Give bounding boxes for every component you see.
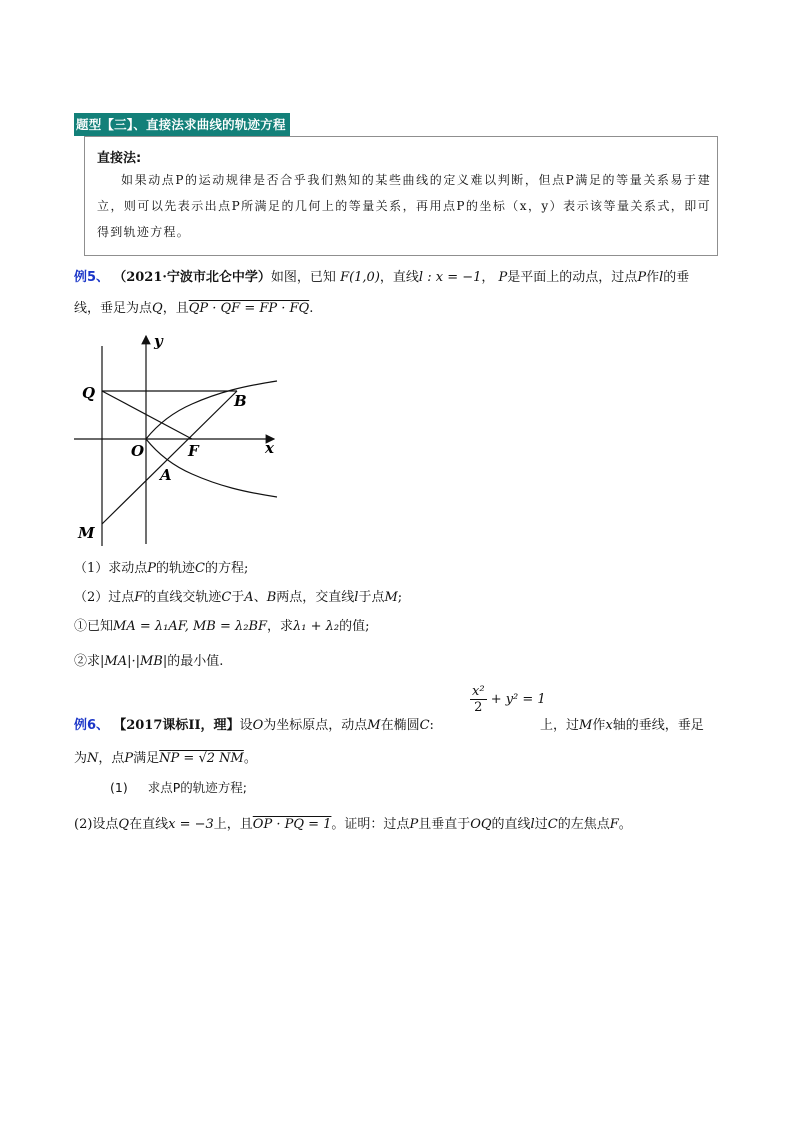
- method-body: 如果动点P的运动规律是否合乎我们熟知的某些曲线的定义难以判断，但点P满足的等量关系易于建立，则可以先表示出点P所满足的几何上的等量关系，再用点P的坐标（x，y）表示该等量关系式，即可得到轨迹方程。: [97, 173, 711, 239]
- label-a: A: [160, 466, 172, 484]
- text: ，点: [98, 751, 125, 766]
- text: (2)设点: [74, 817, 119, 832]
- vector-equation: QP · QF = FP · FQ: [188, 301, 310, 316]
- text: 上，过: [540, 718, 580, 733]
- text: ，直线: [379, 270, 419, 285]
- vector-relation: MA = λ₁AF, MB = λ₂BF: [113, 619, 268, 634]
- text: 的最小值.: [167, 654, 224, 669]
- var-b: B: [266, 590, 277, 605]
- vector-equation-np: NP = √2 NM: [159, 751, 244, 766]
- abs-product: |MA|·|MB|: [100, 654, 168, 669]
- text: 的方程;: [205, 561, 249, 576]
- example5-q1: [74, 557, 248, 576]
- text: 在椭圆: [380, 718, 420, 733]
- label-x: x: [265, 439, 274, 457]
- text: 轴的垂线，垂足: [612, 718, 704, 733]
- var-m: M: [367, 718, 381, 733]
- text: 。: [618, 817, 632, 832]
- example5-source: （2021·宁波市北仑中学）: [113, 270, 271, 285]
- fraction-denominator: 2: [474, 700, 483, 715]
- line-x-eq: x = −3: [168, 817, 214, 832]
- var-p: P: [124, 751, 134, 766]
- method-box: [84, 136, 718, 256]
- text: ②求: [74, 654, 101, 669]
- var-x: x: [605, 718, 613, 733]
- line-eq: l : x = −1: [418, 270, 482, 285]
- var-a: A: [244, 590, 254, 605]
- var-l: l: [354, 590, 359, 605]
- text: ，: [481, 270, 495, 285]
- text: 满足: [133, 751, 160, 766]
- example6-source: 【2017课标II，理】: [113, 718, 240, 733]
- text: 上，且: [213, 817, 253, 832]
- text: 过: [534, 817, 548, 832]
- text: ，且: [162, 301, 189, 316]
- text: 是平面上的动点，过点: [507, 270, 638, 285]
- question-number: (1): [110, 780, 128, 795]
- text: 作: [592, 718, 606, 733]
- var-l: l: [659, 270, 664, 285]
- example6-line1: [74, 714, 434, 733]
- question-text: 求点P的轨迹方程;: [147, 780, 247, 795]
- label-m: M: [78, 524, 95, 542]
- label-f: F: [188, 442, 199, 460]
- label-y: y: [154, 334, 163, 350]
- text: 作: [646, 270, 660, 285]
- text: 。: [243, 751, 257, 766]
- segment-qf: [102, 391, 192, 439]
- var-oq: OQ: [470, 817, 492, 832]
- var-p: P: [409, 817, 419, 832]
- text: :: [429, 718, 434, 733]
- var-c: C: [221, 590, 232, 605]
- example6-q1: [110, 778, 247, 796]
- text: 的值;: [339, 619, 370, 634]
- text: 的直线交轨迹: [143, 590, 222, 605]
- example6-line1-tail: [540, 714, 704, 733]
- text: 线，垂足为点: [74, 301, 153, 316]
- var-c: C: [195, 561, 205, 576]
- ellipse-fraction: [470, 684, 487, 715]
- var-l: l: [530, 817, 535, 832]
- text: （1）求动点: [74, 561, 148, 576]
- var-m: M: [579, 718, 593, 733]
- fraction-numerator: x²: [472, 684, 485, 699]
- section-heading: 题型【三】、直接法求曲线的轨迹方程: [74, 113, 290, 136]
- var-p: P: [147, 561, 157, 576]
- f-point: F(1,0): [340, 270, 380, 285]
- text: 的垂: [663, 270, 690, 285]
- text: ;: [397, 590, 403, 605]
- var-m: M: [384, 590, 398, 605]
- text: 为坐标原点，动点: [263, 718, 368, 733]
- var-c: C: [419, 718, 430, 733]
- lambda-sum: λ₁ + λ₂: [293, 619, 340, 634]
- ellipse-equation: [470, 684, 546, 715]
- method-title: 直接法:: [97, 151, 142, 166]
- text: 且垂直于: [418, 817, 471, 832]
- text: 、: [253, 590, 267, 605]
- text: （2）过点: [74, 590, 135, 605]
- example6-line2: [74, 747, 257, 766]
- ellipse-rest: + y² = 1: [490, 692, 546, 707]
- parabola-figure: [74, 334, 294, 549]
- var-n: N: [87, 751, 99, 766]
- text: 。证明：过点: [331, 817, 410, 832]
- text: 于: [231, 590, 245, 605]
- var-q: Q: [118, 817, 130, 832]
- var-q: Q: [152, 301, 163, 316]
- var-f: F: [609, 817, 619, 832]
- label-o: O: [131, 442, 145, 460]
- text: 于点: [358, 590, 385, 605]
- example6-q2: [74, 813, 632, 832]
- var-p: P: [637, 270, 647, 285]
- text: 的左焦点: [557, 817, 610, 832]
- label-b: B: [234, 392, 247, 410]
- example5-line1: [74, 266, 689, 285]
- example5-q2-2: [74, 650, 223, 669]
- example5-q2: [74, 586, 402, 605]
- text: 在直线: [129, 817, 169, 832]
- text: 设: [239, 718, 253, 733]
- var-o: O: [252, 718, 264, 733]
- text: ①已知: [74, 619, 114, 634]
- example5-q2-1: [74, 615, 370, 634]
- text: 的轨迹: [156, 561, 196, 576]
- var-c: C: [547, 817, 558, 832]
- text: 的直线: [491, 817, 531, 832]
- example5-line2: [74, 297, 313, 316]
- example6-label: 例6、: [74, 718, 110, 733]
- text: .: [309, 301, 314, 316]
- label-q: Q: [82, 384, 96, 402]
- line-mab: [102, 391, 237, 524]
- text: 为: [74, 751, 88, 766]
- dot-product: OP · PQ = 1: [252, 817, 332, 832]
- text: 两点，交直线: [276, 590, 355, 605]
- var-p: P: [498, 270, 508, 285]
- var-f: F: [134, 590, 144, 605]
- example5-label: 例5、: [74, 270, 110, 285]
- text: ，求: [267, 619, 294, 634]
- text: 如图，已知: [270, 270, 336, 285]
